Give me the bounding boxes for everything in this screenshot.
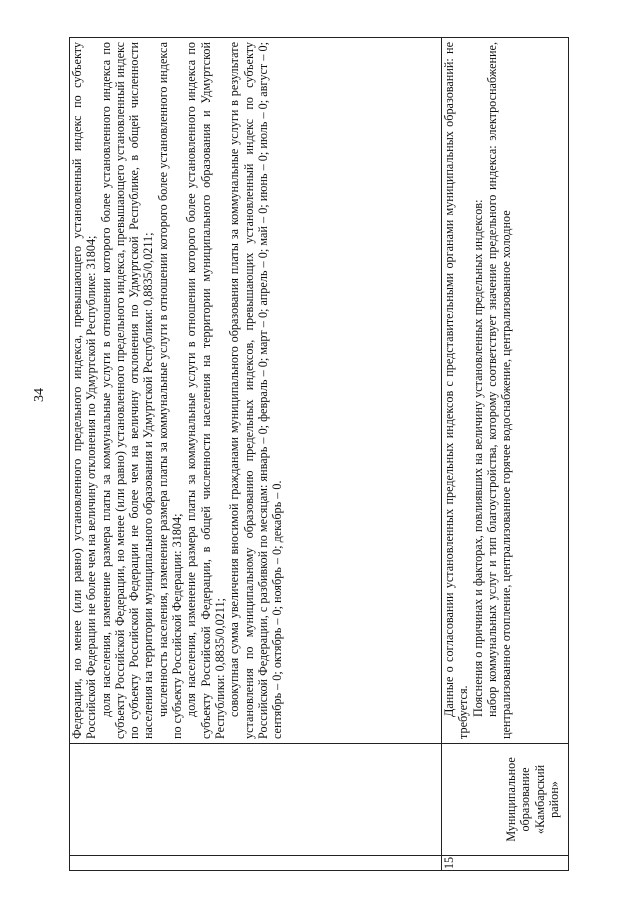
indices-table <box>69 37 569 871</box>
description-cell <box>442 38 569 744</box>
paragraph: доля населения, изменение размера платы за коммунальные услуги в отношении которого более установленного индекса по субъекту Российской Федерации, в общей численности населения на территории муниципального образования и Удмуртской Республики: 0,8835/0,0211; <box>184 42 227 739</box>
paragraph: Пояснения о причинах и факторах, повлиявших на величину установленных предельных индексов: <box>470 199 485 717</box>
rotated-table-area <box>69 37 569 871</box>
paragraph: Федерации, но менее (или равно) установленного предельного индекса, превышающего установленный индекс по субъекту Российской Федерации не более чем на величину отклонения по Удмуртской Республике: 31804; <box>70 42 99 739</box>
municipality-cell <box>70 744 442 856</box>
paragraph: доля населения, изменение размера платы за коммунальные услуги в отношении которого более установленного индекса по субъекту Российской Федерации, но менее (или равно) установленного предельного индекса, превышающего установленный индекс по субъекту Российской Федерации не более чем на величину отклонения по Удмуртской Республике, в общей численности населения на территории муниципального образования и Удмуртской Республики: 0,8835/0,0211; <box>98 42 156 739</box>
paragraph: численность населения, изменение размера платы за коммунальные услуги в отношении которого более установленного индекса по субъекту Российской Федерации: 31804; <box>155 42 185 739</box>
table-row <box>70 38 442 871</box>
row-number-cell <box>70 856 442 871</box>
table-landscape <box>69 37 569 871</box>
description-cell <box>70 38 442 744</box>
paragraph: Данные о согласовании установленных предельных индексов с представительными органами муниципальных образований: не требуется. <box>442 42 471 739</box>
paragraph: набор коммунальных услуг и тип благоустройства, которому соответствует значение предельного индекса: электроснабжение, централизованное отопление, централизованное горячее водоснабжение, централизованное холодное <box>484 42 514 739</box>
paragraph: совокупная сумма увеличения вносимой гражданами муниципального образования платы за коммунальные услуги в результате установления по муниципальному образованию предельных индексов, превышающих установленный индекс по субъекту Российской Федерации, с разбивкой по месяцам: январь – 0; февраль – 0; март – 0; апрель – 0; май – 0; июнь – 0; июль – 0; август – 0; сентябрь – 0; октябрь – 0; ноябрь – 0; декабрь – 0. <box>227 42 285 739</box>
page-number: 34 <box>32 388 47 402</box>
row-number-cell: 15 <box>442 856 569 871</box>
table-row <box>442 38 569 871</box>
municipality-cell <box>442 744 569 856</box>
municipality-name: Муниципальное образование «Камбарский район» <box>504 757 561 842</box>
